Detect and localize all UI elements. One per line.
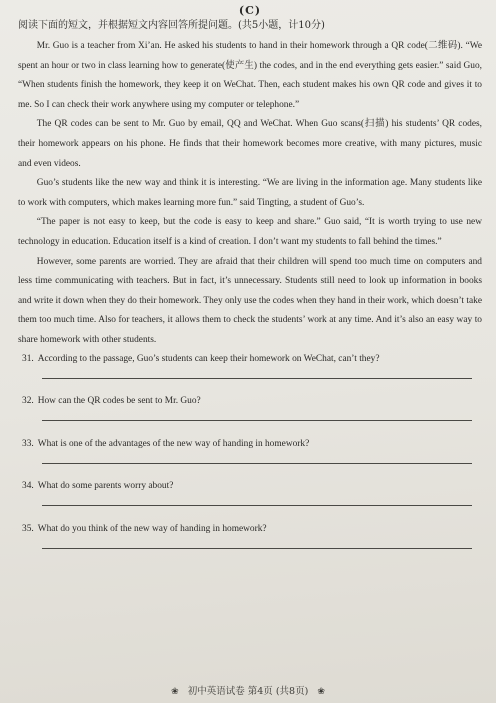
question-text: What do you think of the new way of handing in homework? xyxy=(37,523,267,534)
passage-paragraph-2: The QR codes can be sent to Mr. Guo by email, QQ and WeChat. When Guo scans(扫描) his students’ QR codes, their homework appears on his phone. He finds that their homework becomes more creative, with many pictures, music and even videos. xyxy=(18,119,482,169)
question-32 xyxy=(18,394,482,437)
question-list xyxy=(18,352,482,565)
page-footer xyxy=(0,683,496,697)
answer-line-31[interactable] xyxy=(42,378,472,379)
question-number: 33. xyxy=(22,438,34,449)
passage-paragraph-5: However, some parents are worried. They are afraid that their children will spend too much time on computers and less time communicating with teachers. But in fact, it’s unnecessary. Students still need to look up information in books and write it down when they do their homework. They only use the codes when they hand in their work, which doesn’t take them too much time. Also for teachers, it allows them to check the students’ work at any time. And it’s also an easy way to share homework with other students. xyxy=(18,256,482,345)
question-text: What do some parents worry about? xyxy=(37,481,174,491)
answer-line-33[interactable] xyxy=(42,463,472,464)
question-33 xyxy=(18,437,482,480)
page-number: 第4页 xyxy=(247,686,273,697)
exam-title: 初中英语试卷 xyxy=(187,686,245,697)
question-35 xyxy=(18,522,482,565)
answer-line-34[interactable] xyxy=(42,505,472,506)
passage-paragraph-3: Guo’s students like the new way and think it is interesting. “We are living in the information age. Many students like to work with computers, which makes learning more fun.” said Tingting, a student of Guo’s. xyxy=(18,178,482,208)
question-text: What is one of the advantages of the new way of handing in homework? xyxy=(37,438,310,449)
question-number: 32. xyxy=(22,396,34,406)
section-heading: (C) xyxy=(238,4,262,17)
question-34 xyxy=(18,479,482,522)
question-number: 31. xyxy=(22,353,34,364)
passage-paragraph-4: “The paper is not easy to keep, but the code is easy to keep and share.” Guo said, “It is worth trying to use new technology in education. Education itself is a kind of creation. I don’t want my students to fall behind the times.” xyxy=(18,217,482,247)
passage xyxy=(18,37,482,351)
question-text: According to the passage, Guo’s students can keep their homework on WeChat, can’t they? xyxy=(37,353,380,364)
question-number: 34. xyxy=(22,481,34,491)
answer-line-32[interactable] xyxy=(42,420,472,421)
question-text: How can the QR codes be sent to Mr. Guo? xyxy=(37,396,201,406)
reading-instructions: 阅读下面的短文，并根据短文内容回答所提问题。(共5小题，计10分) xyxy=(18,20,325,31)
passage-paragraph-1: Mr. Guo is a teacher from Xi’an. He asked his students to hand in their homework through a QR code(二维码). “We spent an hour or two in class learning how to generate(使产生) the codes, and in the end everything gets easier.” said Guo, “When students finish the homework, they keep it on WeChat. Then, each student makes his own QR code and gives it to me. So I can check their work anywhere using my computer or telephone.” xyxy=(18,41,482,110)
question-number: 35. xyxy=(22,523,34,534)
flower-icon: ❀ xyxy=(171,687,179,697)
page-total: (共8页) xyxy=(275,686,309,697)
flower-icon: ❀ xyxy=(317,687,325,697)
question-31 xyxy=(18,352,482,395)
answer-line-35[interactable] xyxy=(42,548,472,549)
